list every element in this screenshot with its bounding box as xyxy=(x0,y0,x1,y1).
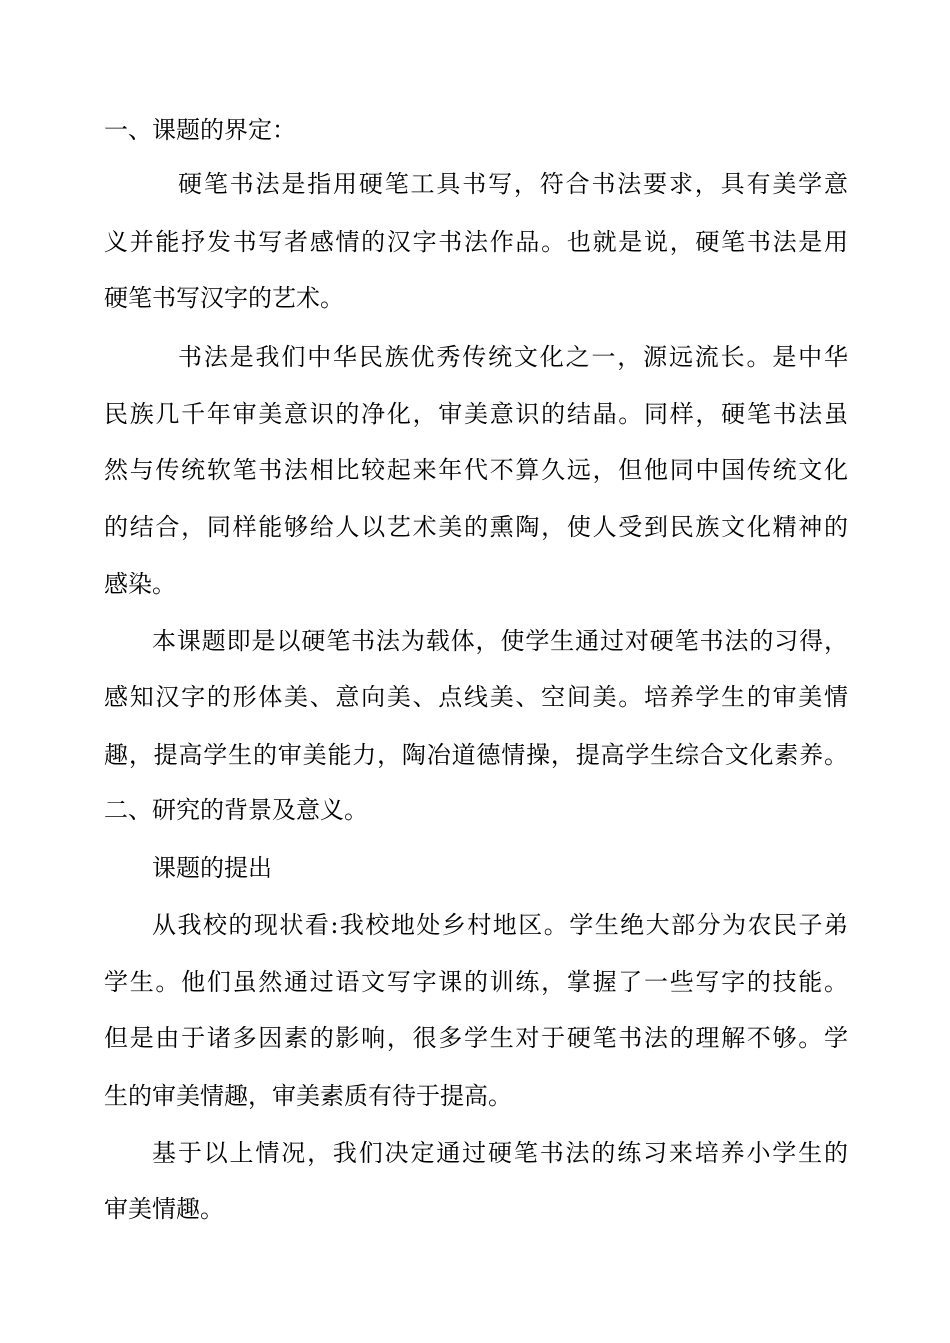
paragraph-line: 本课题即是以硬笔书法为载体，使学生通过对硬笔书法的习得， xyxy=(152,627,848,655)
paragraph-line: 感染。 xyxy=(104,570,176,598)
section-heading-definition: 一、课题的界定： xyxy=(104,116,296,144)
paragraph-line: 学生。他们虽然通过语文写字课的训练，掌握了一些写字的技能。 xyxy=(104,968,848,996)
paragraph-line: 趣，提高学生的审美能力，陶冶道德情操，提高学生综合文化素养。 xyxy=(104,741,848,769)
paragraph-line: 基于以上情况，我们决定通过硬笔书法的练习来培养小学生的 xyxy=(152,1139,848,1167)
paragraph-line: 硬笔书法是指用硬笔工具书写，符合书法要求，具有美学意 xyxy=(178,170,848,198)
paragraph-line: 生的审美情趣，审美素质有待于提高。 xyxy=(104,1082,512,1110)
paragraph-line: 义并能抒发书写者感情的汉字书法作品。也就是说，硬笔书法是用 xyxy=(104,228,848,256)
paragraph-line: 从我校的现状看:我校地处乡村地区。学生绝大部分为农民子弟 xyxy=(152,911,848,939)
paragraph-line: 硬笔书写汉字的艺术。 xyxy=(104,284,344,312)
paragraph-line: 审美情趣。 xyxy=(104,1195,224,1223)
subheading-topic-origin: 课题的提出 xyxy=(152,854,272,882)
paragraph-line: 的结合，同样能够给人以艺术美的熏陶，使人受到民族文化精神的 xyxy=(104,513,848,541)
paragraph-line: 然与传统软笔书法相比较起来年代不算久远，但他同中国传统文化 xyxy=(104,456,848,484)
section-heading-background: 二、研究的背景及意义。 xyxy=(104,796,368,824)
paragraph-line: 书法是我们中华民族优秀传统文化之一，源远流长。是中华 xyxy=(178,343,848,371)
paragraph-line: 感知汉字的形体美、意向美、点线美、空间美。培养学生的审美情 xyxy=(104,683,848,711)
paragraph-line: 民族几千年审美意识的净化，审美意识的结晶。同样，硬笔书法虽 xyxy=(104,400,848,428)
paragraph-line: 但是由于诸多因素的影响，很多学生对于硬笔书法的理解不够。学 xyxy=(104,1024,848,1052)
